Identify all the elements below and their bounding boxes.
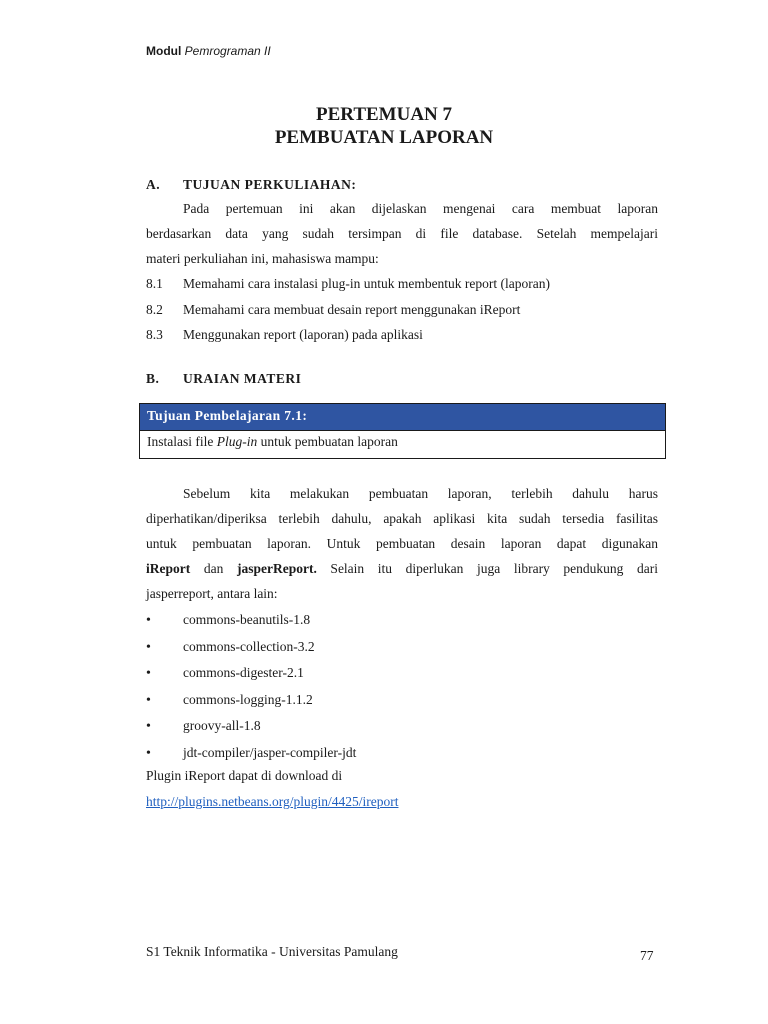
para-text: dan: [190, 561, 237, 576]
bullet-icon: •: [146, 639, 151, 655]
item-number: 8.3: [146, 327, 163, 342]
ireport-bold: iReport: [146, 561, 191, 576]
learning-objective-box: [139, 403, 666, 459]
list-item: [146, 660, 356, 687]
box-body-post: untuk pembuatan laporan: [257, 434, 398, 449]
para-line: Sebelum kita melakukan pembuatan laporan, terlebih dahulu harus: [183, 486, 658, 501]
bullet-icon: •: [146, 719, 151, 734]
running-header: [146, 44, 271, 58]
list-item: [146, 713, 356, 740]
list-item: [146, 297, 550, 323]
section-a-letter: A.: [146, 177, 161, 192]
para-line: materi perkuliahan ini, mahasiswa mampu:: [146, 251, 379, 266]
list-item: [146, 607, 356, 634]
list-item: [146, 740, 356, 767]
item-number: 8.2: [146, 301, 163, 317]
box-heading: Tujuan Pembelajaran 7.1:: [140, 404, 665, 431]
section-b-paragraph: [146, 481, 658, 606]
plugin-text: Plugin iReport dapat di download di: [146, 768, 343, 783]
plugin-download-link[interactable]: http://plugins.netbeans.org/plugin/4425/ireport: [146, 794, 399, 809]
section-a-paragraph: [146, 196, 658, 271]
bullet-icon: •: [146, 745, 151, 761]
list-item: [146, 634, 356, 661]
item-text: Memahami cara membuat desain report menggunakan iReport: [183, 301, 521, 317]
item-text: commons-logging-1.1.2: [183, 691, 313, 707]
para-line: berdasarkan data yang sudah tersimpan di file database. Setelah mempelajari: [146, 226, 658, 241]
objectives-list: [146, 271, 550, 348]
header-module: Modul: [146, 44, 182, 58]
item-text: groovy-all-1.8: [183, 718, 261, 733]
para-line: untuk pembuatan laporan. Untuk pembuatan desain laporan dapat digunakan: [146, 536, 658, 551]
item-text: jdt-compiler/jasper-compiler-jdt: [183, 744, 357, 760]
bullet-icon: •: [146, 666, 151, 681]
box-body: [140, 431, 665, 458]
item-text: Memahami cara instalasi plug-in untuk membentuk report (laporan): [183, 276, 551, 291]
bullet-icon: •: [146, 613, 151, 628]
item-text: Menggunakan report (laporan) pada aplikasi: [183, 327, 423, 342]
section-a-heading: [146, 177, 356, 193]
box-body-pre: Instalasi file: [147, 434, 217, 449]
jasperreport-bold: jasperReport.: [236, 561, 317, 576]
item-text: commons-digester-2.1: [183, 665, 304, 680]
list-item: [146, 687, 356, 714]
section-a-title: TUJUAN PERKULIAHAN:: [183, 177, 357, 192]
para-line: diperhatikan/diperiksa terlebih dahulu, apakah aplikasi kita sudah tersedia fasilitas: [146, 511, 658, 526]
para-line: [146, 556, 658, 581]
footer-institution: S1 Teknik Informatika - Universitas Pamulang: [146, 944, 398, 959]
header-course: Pemrograman II: [184, 44, 271, 58]
section-b-title: URAIAN MATERI: [183, 371, 302, 386]
title-line-1: PERTEMUAN 7: [315, 104, 453, 125]
section-b-letter: B.: [146, 371, 160, 386]
para-line: Pada pertemuan ini akan dijelaskan mengenai cara membuat laporan: [183, 201, 658, 216]
box-body-italic: Plug-in: [216, 434, 258, 449]
library-list: [146, 607, 356, 766]
section-b-heading: [146, 371, 301, 387]
bullet-icon: •: [146, 692, 151, 708]
list-item: [146, 271, 550, 297]
page-title: [0, 103, 768, 149]
para-line: jasperreport, antara lain:: [146, 586, 278, 601]
para-text: Selain itu diperlukan juga library pendukung dari: [316, 561, 659, 576]
item-number: 8.1: [146, 276, 163, 291]
page-number: 77: [640, 948, 654, 963]
list-item: [146, 322, 550, 348]
item-text: commons-collection-3.2: [183, 638, 315, 654]
title-line-2: PEMBUATAN LAPORAN: [274, 127, 494, 148]
item-text: commons-beanutils-1.8: [183, 612, 311, 627]
